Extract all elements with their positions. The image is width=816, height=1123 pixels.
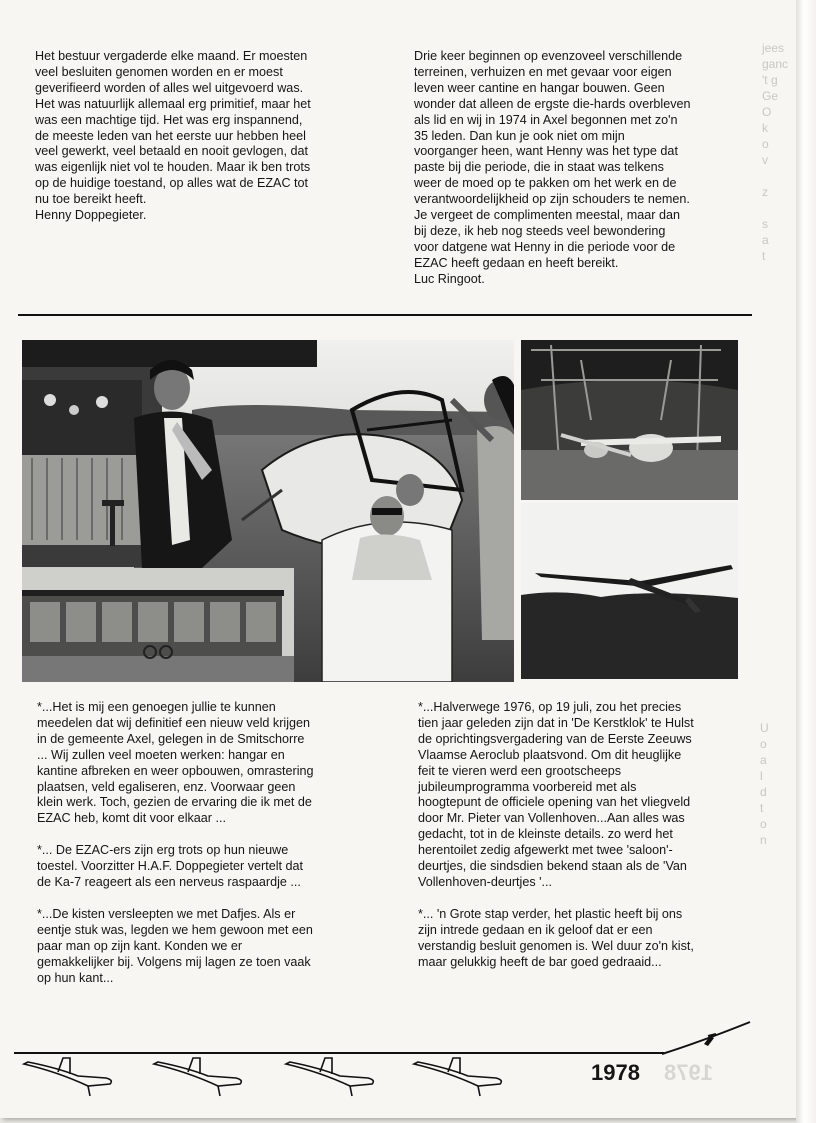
text-line: EZAC heeft gedaan en heeft bereikt. [414,255,619,270]
text-line: Het was natuurlijk allemaal erg primitief, maar het [35,96,311,111]
text-line: de meeste leden van het eerste uur hebben heel [35,128,306,143]
text-line: Vollenhoven-deurtjes '... [418,874,553,889]
text-line: verantwoordelijkheid op zijn schouders te nemen. [414,192,690,207]
text-line: paar man op zijn kant. Konden we er [37,938,243,953]
article-top-left [35,49,365,224]
footer-glider-row [18,1054,598,1100]
paragraph-gap [418,891,758,907]
text-line: tien jaar geleden zijn dat in 'De Kerstklok' te Hulst [418,715,694,730]
text-line: eentje stuk was, legden we hem gewoon met een [37,922,313,937]
text-line: geverifieerd worden of alles wel uitgevoerd was. [35,80,304,95]
quote-paragraph [37,907,377,987]
text-line: wonder dat alleen de ergste die-hards overbleven [414,96,691,111]
quote-paragraph [37,843,377,891]
quote-paragraph [37,700,377,827]
text-line: op hun kant... [37,970,114,985]
text-line: in de gemeente Axel, gelegen in de Smitschorre [37,731,305,746]
quote-paragraph [418,907,758,971]
page-edge [796,0,816,1123]
text-line: jubileumprogramma voorbereid met als [418,779,637,794]
text-line: de oprichtingsvergadering van de Eerste Zeeuws [418,731,692,746]
text-line: voorganger heen, want Henny was het type dat [414,144,678,159]
text-line: als lid en wij in 1974 in Axel begonnen met zo'n [414,112,678,127]
collage-photo-group [22,340,514,682]
text-line: toestel. Voorzitter H.A.F. Doppegieter vertelt dat [37,859,303,874]
glider-silhouette-icon [660,1020,752,1056]
text-line: ... Wij zullen veel moeten werken: hangar en [37,747,285,762]
text-line: meedelen dat wij definitief een nieuw veld krijgen [37,715,311,730]
text-line: EZAC heb, komt dit voor elkaar ... [37,811,226,826]
hangar-interior-graphic [521,340,738,500]
glider-drawing-icon [154,1058,241,1096]
text-line: feit te vieren werd een grootscheeps [418,763,622,778]
footer-year: 1978 [591,1060,640,1085]
text-line: verstandig besluit genomen is. Wel duur zo'n kist, [418,938,694,953]
text-line: *...Halverwege 1976, op 19 juli, zou het precies [418,700,682,714]
text-line: door Mr. Pieter van Vollenhoven...Aan alles was [418,811,685,826]
text-line: hoogtepunt de officiele opening van het vliegveld [418,795,691,810]
text-line: *...Het is mij een genoegen jullie te kunnen [37,700,276,714]
glider-drawing-icon [414,1058,501,1096]
text-line: paste bij die periode, die in staat was telkens [414,160,664,175]
text-line: terreinen, verhuizen en met gevaar voor eigen [414,64,672,79]
text-line: Drie keer beginnen op evenzoveel verschillende [414,49,683,63]
glider-flying-photo [521,503,738,679]
section-divider [18,314,752,316]
footer-year-bleed: 1978 [664,1060,713,1085]
quote-paragraph [418,700,758,891]
text-line: zijn intrede gedaan en ik geloof dat er een [418,922,653,937]
text-line: *...De kisten versleepten we met Dafjes. Als er [37,906,296,921]
quotes-right-column [418,700,758,971]
bleed-through-lower: U o a l d t o n [760,721,769,847]
text-line: veel besluiten genomen worden en er moest [35,64,283,79]
text-line: nu toe bereikt heeft. [35,192,147,207]
bleed-through: jees ganc 't g Ge O k o v z s a t [762,41,789,263]
text-line: bij deze, ik heb nog steeds veel bewondering [414,223,666,238]
text-line: Luc Ringoot. [414,271,485,286]
text-line: herentoilet zedig afgewerkt met twee 'saloon'- [418,843,673,858]
article-top-right [414,49,754,288]
text-line: Je vergeet de complimenten meestal, maar dan [414,208,681,223]
text-line: gedacht, tot in de kleinste details. zo werd het [418,827,673,842]
paragraph-gap [37,891,377,907]
text-line: Henny Doppegieter. [35,208,147,223]
text-line: was eigenlijk niet vol te houden. Maar ik ben trots [35,160,311,175]
text-line: op de huidige toestand, op alles wat de EZAC tot [35,176,309,191]
text-line: gemakkelijker bij. Volgens mij lagen ze toen vaak [37,954,311,969]
text-line: klein werk. Toch, gezien de ervaring die ik met de [37,795,312,810]
glider-drawing-icon [286,1058,373,1096]
text-line: *... De EZAC-ers zijn erg trots op hun nieuwe [37,843,289,858]
text-line: Vlaamse Aeroclub plaatsvond. Om dit heuglijke [418,747,682,762]
text-line: was een machtige tijd. Het was erg inspannend, [35,112,303,127]
text-line: de Ka-7 reageert als een nerveus raspaardje ... [37,875,301,890]
glider-drawing-icon [24,1058,111,1096]
text-line: deurtjes, die sindsdien bekend staan als de 'Van [418,859,687,874]
text-line: plaatsen, veld egaliseren, enz. Voorwaar geen [37,779,296,794]
paragraph-gap [37,827,377,843]
text-line: 35 leden. Dan kun je ook niet om mijn [414,128,625,143]
text-line: kantine afbreken en weer opbouwen, omrastering [37,763,314,778]
quotes-left-column [37,700,377,987]
glider-cockpit-photo [22,340,514,682]
text-line: weer de moed op te pakken om het werk en de [414,176,677,191]
glider-flying-graphic [521,503,738,679]
text-line: Het bestuur vergaderde elke maand. Er moesten [35,49,308,63]
text-line: voor datgene wat Henny in die periode voor de [414,239,676,254]
text-line: veel gewerkt, veel betaald en nooit gevlogen, dat [35,144,309,159]
text-line: leven weer cantine en hangar bouwen. Geen [414,80,665,95]
text-line: maar gelukkig heeft de bar goed gedraaid... [418,954,662,969]
hangar-interior-photo [521,340,738,500]
text-line: *... 'n Grote stap verder, het plastic heeft bij ons [418,906,683,921]
